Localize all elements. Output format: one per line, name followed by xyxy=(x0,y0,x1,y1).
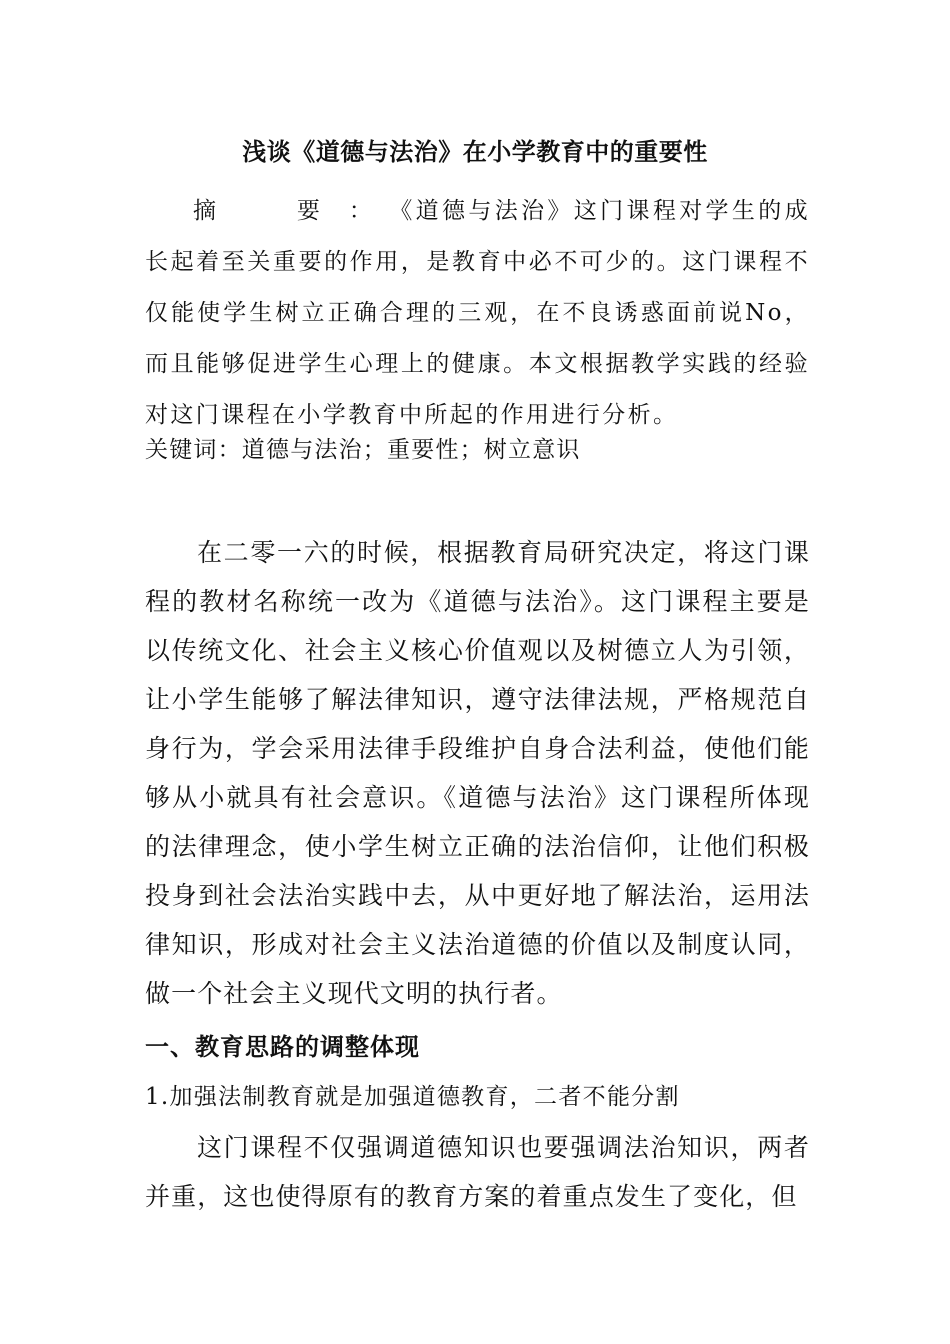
body-paragraph-2: 这门课程不仅强调道德知识也要强调法治知识，两者并重，这也使得原有的教育方案的着重点发生了变化，但 xyxy=(145,1133,810,1211)
subsection-heading: 1.加强法制教育就是加强道德教育，二者不能分割 xyxy=(145,1084,680,1110)
keywords: 关键词：道德与法治；重要性；树立意识 xyxy=(145,437,581,463)
body-paragraph-1: 在二零一六的时候，根据教育局研究决定，将这门课程的教材名称统一改为《道德与法治》。这门课程主要是以传统文化、社会主义核心价值观以及树德立人为引领，让小学生能够了解法律知识，遵守法律法规，严格规范自身行为，学会采用法律手段维护自身合法利益，使他们能够从小就具有社会意识。《道德与法治》这门课程所体现的法律理念，使小学生树立正确的法治信仰，让他们积极投身到社会法治实践中去，从中更好地了解法治，运用法律知识，形成对社会主义法治道德的价值以及制度认同，做一个社会主义现代文明的执行者。 xyxy=(145,538,810,1008)
section-heading: 一、教育思路的调整体现 xyxy=(145,1033,420,1061)
abstract xyxy=(145,186,810,441)
abstract-text: 《道德与法治》这门课程对学生的成长起着至关重要的作用，是教育中必不可少的。这门课程不仅能使学生树立正确合理的三观，在不良诱惑面前说No，而且能够促进学生心理上的健康。本文根据教学实践的经验对这门课程在小学教育中所起的作用进行分析。 xyxy=(145,198,810,428)
page-title: 浅谈《道德与法治》在小学教育中的重要性 xyxy=(242,138,708,166)
abstract-label: 摘 要： xyxy=(193,198,401,224)
